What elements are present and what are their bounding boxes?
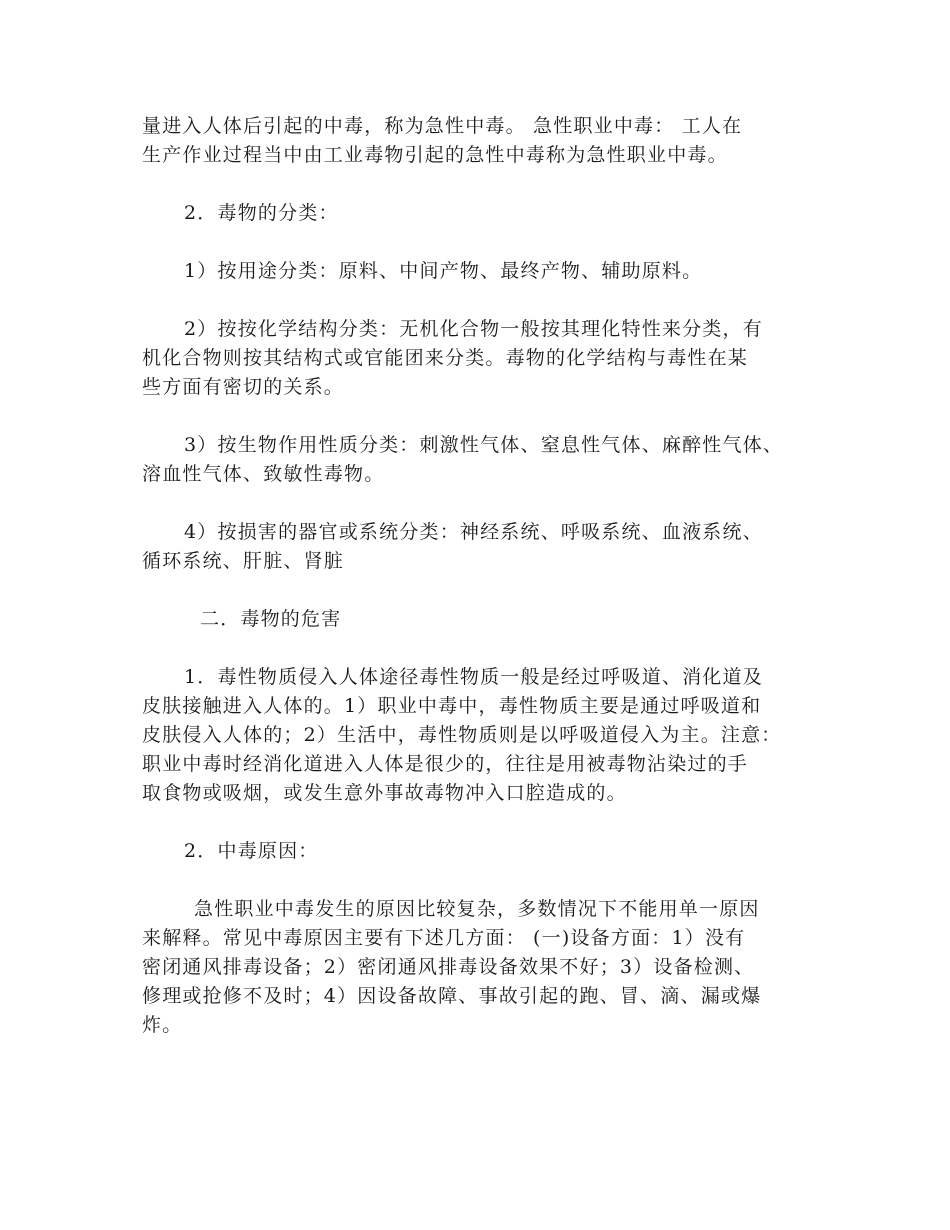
text-line: 取食物或吸烟，或发生意外事故毒物冲入口腔造成的。 (142, 782, 627, 804)
heading-toxicant-classification (142, 199, 822, 228)
paragraph-gap (142, 170, 822, 199)
text-line: 皮肤侵入人体的；2）生活中，毒性物质则是以呼吸道侵入为主。注意： (142, 724, 782, 746)
text-line: 修理或抢修不及时；4）因设备故障、事故引起的跑、冒、滴、漏或爆 (142, 985, 762, 1007)
text-line: 生产作业过程当中由工业毒物引起的急性中毒称为急性职业中毒。 (142, 144, 728, 166)
heading-toxicant-hazards (142, 605, 822, 634)
paragraph-entry-routes (142, 663, 822, 808)
text-line: 机化合物则按其结构式或官能团来分类。毒物的化学结构与毒性在某 (142, 347, 749, 369)
text-line: 溶血性气体、致敏性毒物。 (142, 463, 385, 485)
text-line: 循环系统、肝脏、肾脏 (142, 550, 345, 572)
text-line: 皮肤接触进入人体的。1）职业中毒中，毒性物质主要是通过呼吸道和 (142, 695, 762, 717)
paragraph-acute-poisoning-definition (142, 112, 822, 170)
paragraph-class-by-biological-action (142, 431, 822, 489)
text-line: 些方面有密切的关系。 (142, 376, 345, 398)
paragraph-gap (142, 489, 822, 518)
text-line: 2．毒物的分类： (184, 202, 339, 224)
text-line: 1）按用途分类：原料、中间产物、最终产物、辅助原料。 (184, 260, 703, 282)
text-line: 二．毒物的危害 (200, 608, 342, 630)
text-line: 2）按按化学结构分类：无机化合物一般按其理化特性来分类，有 (184, 318, 763, 340)
text-line: 3）按生物作用性质分类：刺激性气体、窒息性气体、麻醉性气体、 (184, 434, 784, 456)
text-line: 来解释。常见中毒原因主要有下述几方面： (一)设备方面：1）没有 (142, 927, 746, 949)
text-line: 4）按损害的器官或系统分类：神经系统、呼吸系统、血液系统、 (184, 521, 763, 543)
paragraph-gap (142, 228, 822, 257)
text-line: 1．毒性物质侵入人体途径毒性物质一般是经过呼吸道、消化道及 (184, 666, 763, 688)
text-line: 急性职业中毒发生的原因比较复杂，多数情况下不能用单一原因 (194, 898, 760, 920)
paragraph-causes-detail (142, 895, 822, 1040)
document-body (142, 112, 822, 1040)
heading-poisoning-causes (142, 837, 822, 866)
text-line: 炸。 (142, 1014, 183, 1036)
paragraph-gap (142, 576, 822, 605)
text-line: 职业中毒时经消化道进入人体是很少的，往往是用被毒物沾染过的手 (142, 753, 749, 775)
paragraph-gap (142, 866, 822, 895)
text-line: 量进入人体后引起的中毒，称为急性中毒。 急性职业中毒： 工人在 (142, 115, 743, 137)
text-line: 2．中毒原因： (184, 840, 319, 862)
paragraph-class-by-organ (142, 518, 822, 576)
paragraph-gap (142, 808, 822, 837)
paragraph-gap (142, 402, 822, 431)
paragraph-gap (142, 634, 822, 663)
paragraph-class-by-chemical-structure (142, 315, 822, 402)
paragraph-gap (142, 286, 822, 315)
text-line: 密闭通风排毒设备；2）密闭通风排毒设备效果不好；3）设备检测、 (142, 956, 755, 978)
paragraph-class-by-use (142, 257, 822, 286)
